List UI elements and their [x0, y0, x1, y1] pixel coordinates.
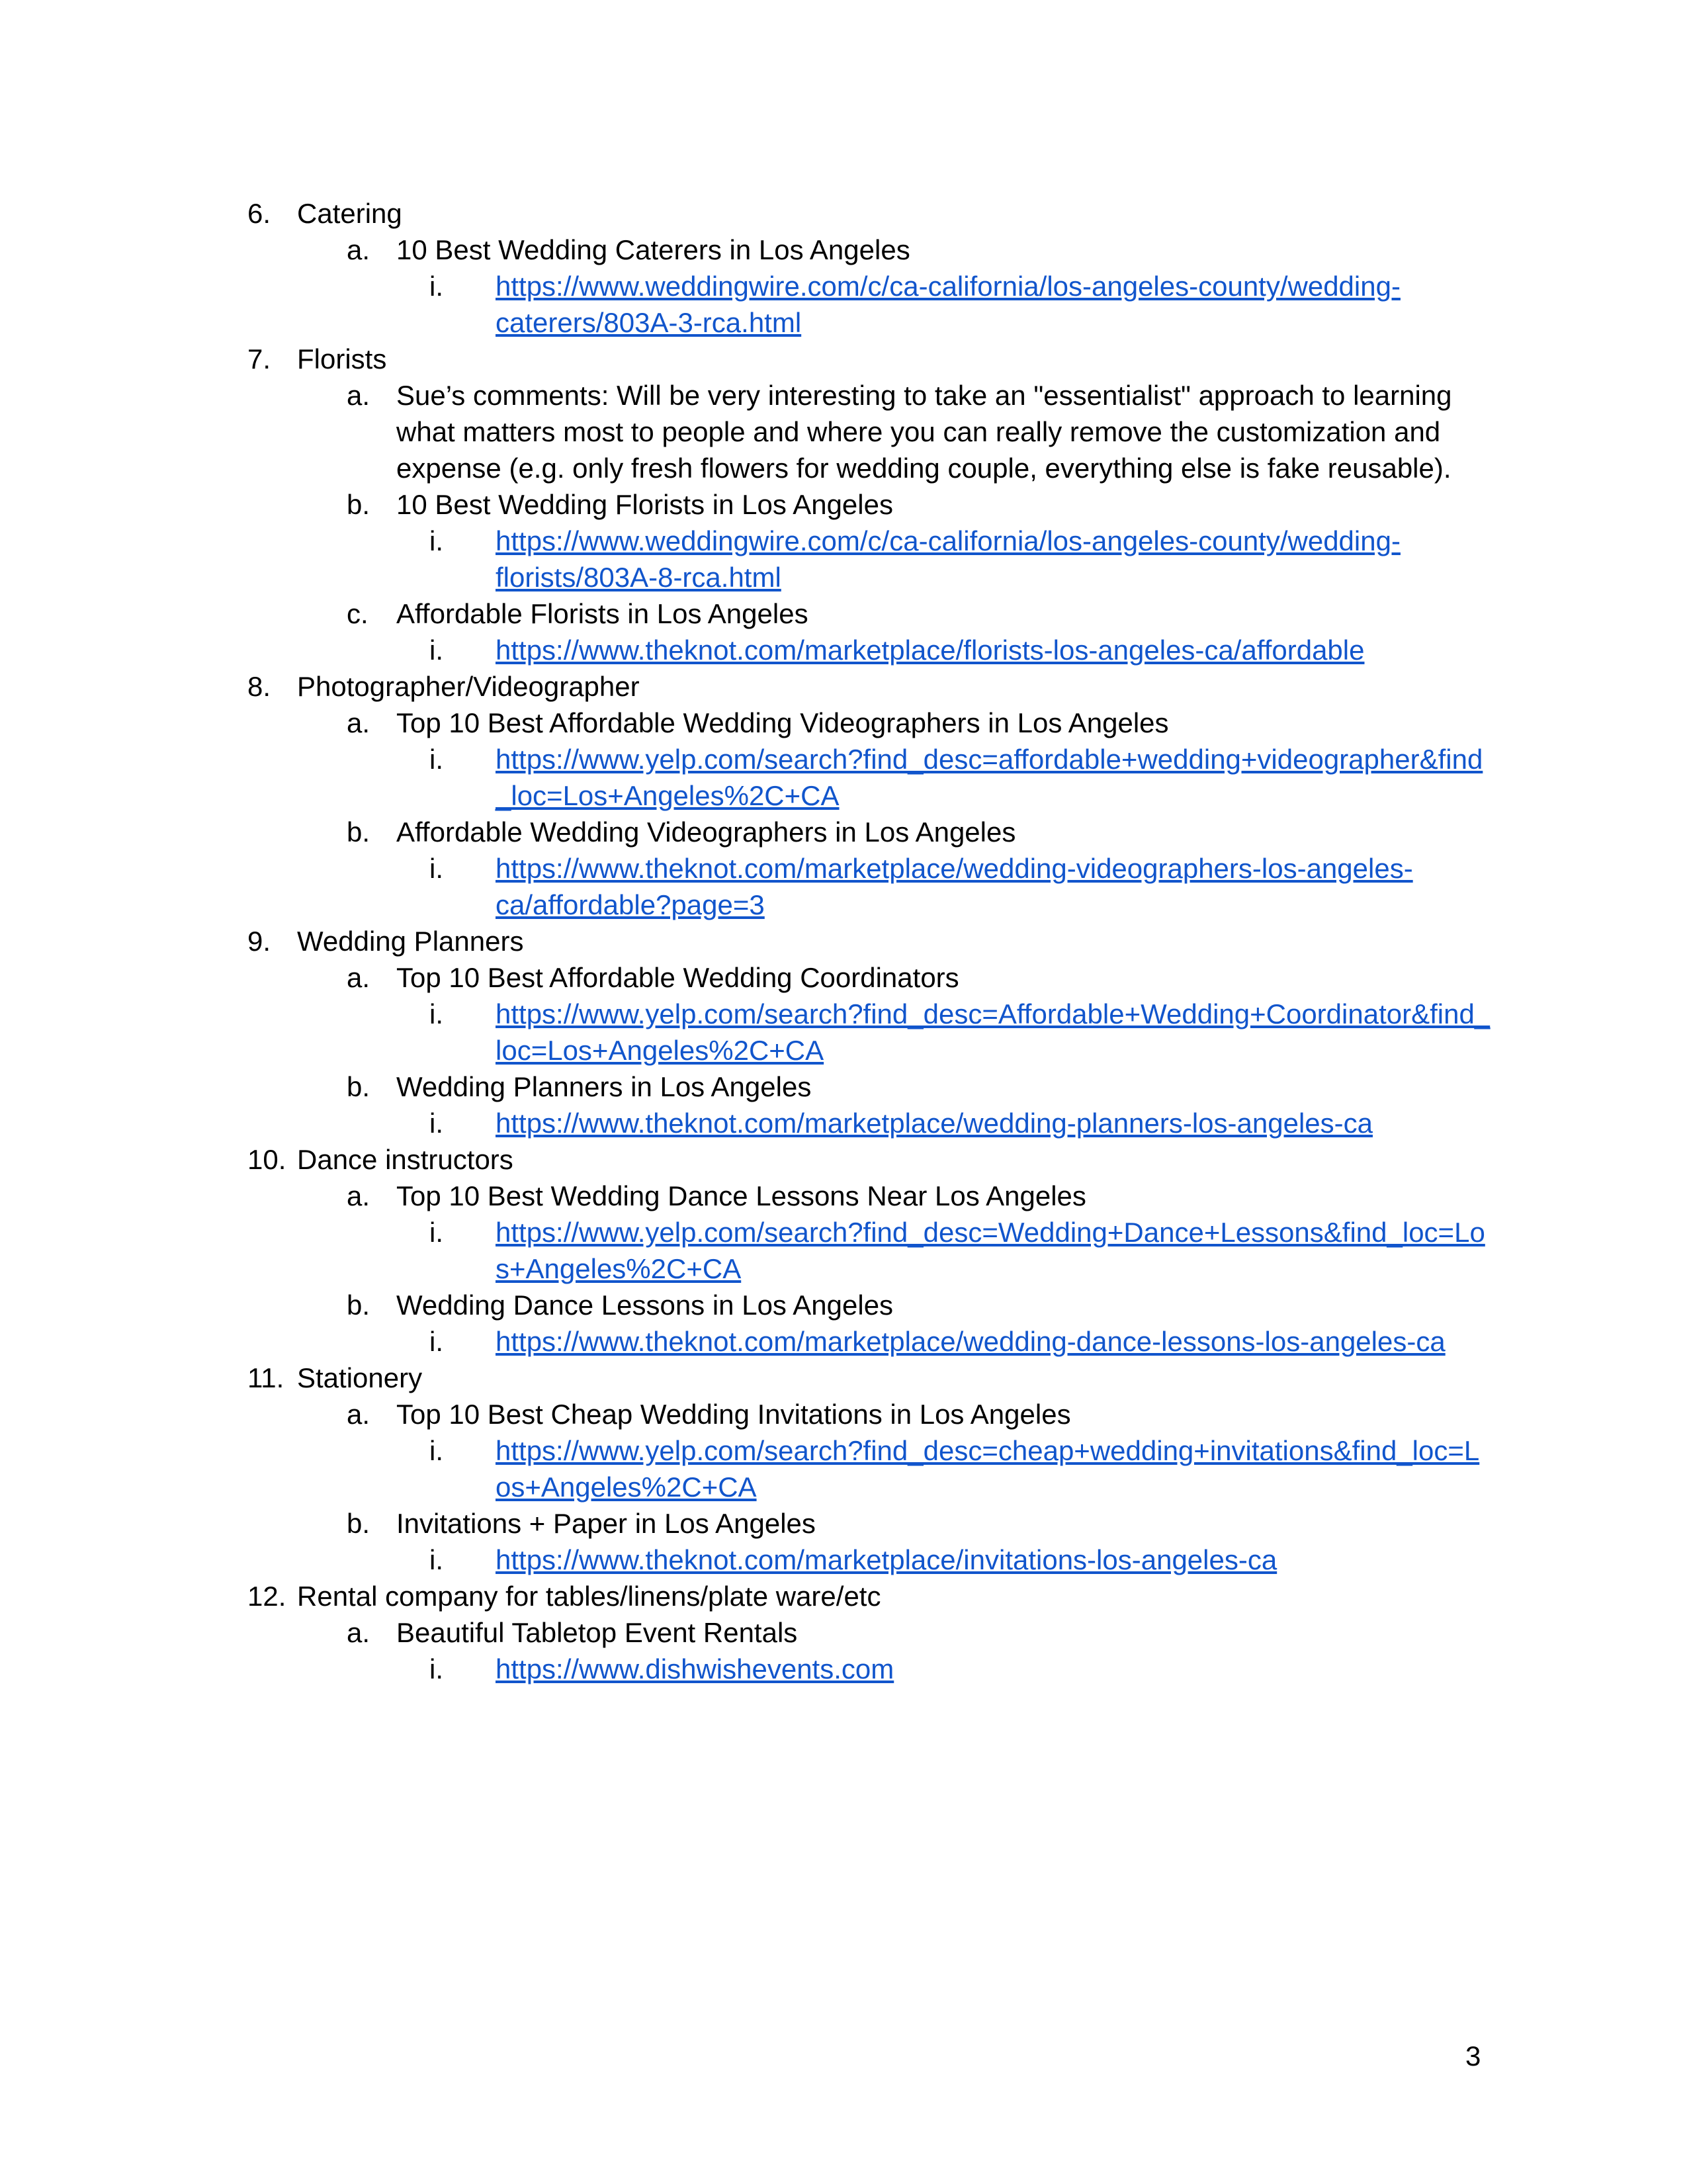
url-link[interactable]: https://www.theknot.com/marketplace/wedding-videographers-los-angeles- [496, 853, 1413, 884]
item-text: Top 10 Best Cheap Wedding Invitations in Los Angeles [396, 1399, 1071, 1430]
outline-subitem [0, 450, 1687, 486]
outline-subitem [0, 595, 1687, 632]
outline-subitem [0, 705, 1687, 741]
list-marker: a. [347, 1399, 370, 1430]
item-text: Affordable Wedding Videographers in Los Angeles [396, 816, 1016, 848]
list-marker: a. [347, 1617, 370, 1648]
outline-link-item[interactable] [0, 523, 1687, 559]
list-marker: i. [429, 1544, 443, 1575]
outline-link-item[interactable] [0, 850, 1687, 887]
item-text: Wedding Dance Lessons in Los Angeles [396, 1289, 894, 1321]
outline-link-item[interactable] [0, 777, 1687, 814]
url-link[interactable]: https://www.theknot.com/marketplace/wedding-planners-los-angeles-ca [496, 1108, 1373, 1139]
list-marker: c. [347, 598, 368, 629]
outline-link-item[interactable] [0, 1032, 1687, 1069]
outline-link-item[interactable] [0, 996, 1687, 1032]
outline-subitem [0, 959, 1687, 996]
url-link[interactable]: _loc=Los+Angeles%2C+CA [496, 780, 840, 811]
url-link[interactable]: https://www.dishwishevents.com [496, 1653, 894, 1684]
list-marker: a. [347, 380, 370, 411]
list-marker: b. [347, 1508, 370, 1539]
item-text: 10 Best Wedding Caterers in Los Angeles [396, 234, 910, 265]
outline-item [0, 668, 1687, 705]
list-marker: i. [429, 634, 443, 666]
outline-subitem [0, 377, 1687, 414]
outline-subitem [0, 232, 1687, 268]
outline-item [0, 1360, 1687, 1396]
list-marker: 7. [247, 343, 271, 374]
list-marker: i. [429, 1326, 443, 1357]
item-text: Top 10 Best Wedding Dance Lessons Near Los Angeles [396, 1180, 1086, 1211]
item-text: Catering [297, 198, 402, 229]
item-text: Top 10 Best Affordable Wedding Videographers in Los Angeles [396, 707, 1169, 738]
outline-subitem [0, 1069, 1687, 1105]
outline-link-item[interactable] [0, 1469, 1687, 1505]
outline-subitem [0, 814, 1687, 850]
list-marker: a. [347, 1180, 370, 1211]
outline-subitem [0, 486, 1687, 523]
url-link[interactable]: https://www.yelp.com/search?find_desc=Affordable+Wedding+Coordinator&find_ [496, 998, 1491, 1029]
list-marker: 10. [247, 1144, 286, 1175]
outline-subitem [0, 414, 1687, 450]
url-link[interactable]: https://www.weddingwire.com/c/ca-california/los-angeles-county/wedding- [496, 271, 1401, 302]
url-link[interactable]: https://www.weddingwire.com/c/ca-california/los-angeles-county/wedding- [496, 525, 1401, 556]
list-marker: i. [429, 1217, 443, 1248]
list-marker: 12. [247, 1581, 286, 1612]
url-link[interactable]: os+Angeles%2C+CA [496, 1471, 757, 1503]
item-text: Stationery [297, 1362, 423, 1393]
outline-item [0, 1578, 1687, 1614]
item-text: Photographer/Videographer [297, 671, 640, 702]
item-text: Affordable Florists in Los Angeles [396, 598, 808, 629]
list-marker: b. [347, 1289, 370, 1321]
list-marker: i. [429, 744, 443, 775]
item-text: 10 Best Wedding Florists in Los Angeles [396, 489, 893, 520]
outline-item [0, 195, 1687, 232]
outline-link-item[interactable] [0, 741, 1687, 777]
url-link[interactable]: https://www.theknot.com/marketplace/wedding-dance-lessons-los-angeles-ca [496, 1326, 1446, 1357]
list-marker: 8. [247, 671, 271, 702]
list-marker: 11. [247, 1362, 284, 1393]
outline-link-item[interactable] [0, 1323, 1687, 1360]
outline-link-item[interactable] [0, 1250, 1687, 1287]
list-marker: i. [429, 1435, 443, 1466]
item-text: Florists [297, 343, 387, 374]
outline-link-item[interactable] [0, 1651, 1687, 1687]
outline-list [0, 195, 1687, 1687]
item-text: Wedding Planners in Los Angeles [396, 1071, 812, 1102]
list-marker: b. [347, 816, 370, 848]
list-marker: 6. [247, 198, 271, 229]
outline-link-item[interactable] [0, 632, 1687, 668]
list-marker: a. [347, 707, 370, 738]
outline-subitem [0, 1505, 1687, 1542]
list-marker: i. [429, 1653, 443, 1684]
outline-link-item[interactable] [0, 268, 1687, 304]
item-text: Dance instructors [297, 1144, 513, 1175]
url-link[interactable]: caterers/803A-3-rca.html [496, 307, 802, 338]
url-link[interactable]: s+Angeles%2C+CA [496, 1253, 742, 1284]
item-text: what matters most to people and where you can really remove the customization and [396, 416, 1441, 447]
outline-link-item[interactable] [0, 1214, 1687, 1250]
url-link[interactable]: loc=Los+Angeles%2C+CA [496, 1035, 824, 1066]
item-text: Sue’s comments: Will be very interesting to take an "essentialist" approach to learning [396, 380, 1452, 411]
list-marker: i. [429, 1108, 443, 1139]
list-marker: 9. [247, 926, 271, 957]
url-link[interactable]: ca/affordable?page=3 [496, 889, 765, 920]
list-marker: i. [429, 853, 443, 884]
outline-subitem [0, 1287, 1687, 1323]
outline-item [0, 923, 1687, 959]
outline-link-item[interactable] [0, 559, 1687, 595]
item-text: expense (e.g. only fresh flowers for wedding couple, everything else is fake reusable). [396, 453, 1451, 484]
url-link[interactable]: https://www.theknot.com/marketplace/invitations-los-angeles-ca [496, 1544, 1277, 1575]
list-marker: i. [429, 998, 443, 1029]
outline-link-item[interactable] [0, 887, 1687, 923]
url-link[interactable]: https://www.yelp.com/search?find_desc=Wedding+Dance+Lessons&find_loc=Lo [496, 1217, 1485, 1248]
outline-link-item[interactable] [0, 1105, 1687, 1141]
outline-subitem [0, 1178, 1687, 1214]
list-marker: a. [347, 962, 370, 993]
item-text: Wedding Planners [297, 926, 524, 957]
outline-link-item[interactable] [0, 1432, 1687, 1469]
url-link[interactable]: https://www.yelp.com/search?find_desc=affordable+wedding+videographer&find [496, 744, 1483, 775]
list-marker: i. [429, 525, 443, 556]
outline-subitem [0, 1396, 1687, 1432]
list-marker: b. [347, 1071, 370, 1102]
item-text: Rental company for tables/linens/plate ware/etc [297, 1581, 881, 1612]
item-text: Beautiful Tabletop Event Rentals [396, 1617, 798, 1648]
list-marker: i. [429, 271, 443, 302]
list-marker: b. [347, 489, 370, 520]
item-text: Invitations + Paper in Los Angeles [396, 1508, 816, 1539]
outline-link-item[interactable] [0, 1542, 1687, 1578]
outline-link-item[interactable] [0, 304, 1687, 341]
url-link[interactable]: florists/803A-8-rca.html [496, 562, 781, 593]
item-text: Top 10 Best Affordable Wedding Coordinators [396, 962, 959, 993]
outline-item [0, 1141, 1687, 1178]
url-link[interactable]: https://www.theknot.com/marketplace/florists-los-angeles-ca/affordable [496, 634, 1365, 666]
list-marker: a. [347, 234, 370, 265]
outline-item [0, 341, 1687, 377]
url-link[interactable]: https://www.yelp.com/search?find_desc=cheap+wedding+invitations&find_loc=L [496, 1435, 1480, 1466]
page-number: 3 [1465, 2040, 1481, 2072]
outline-subitem [0, 1614, 1687, 1651]
